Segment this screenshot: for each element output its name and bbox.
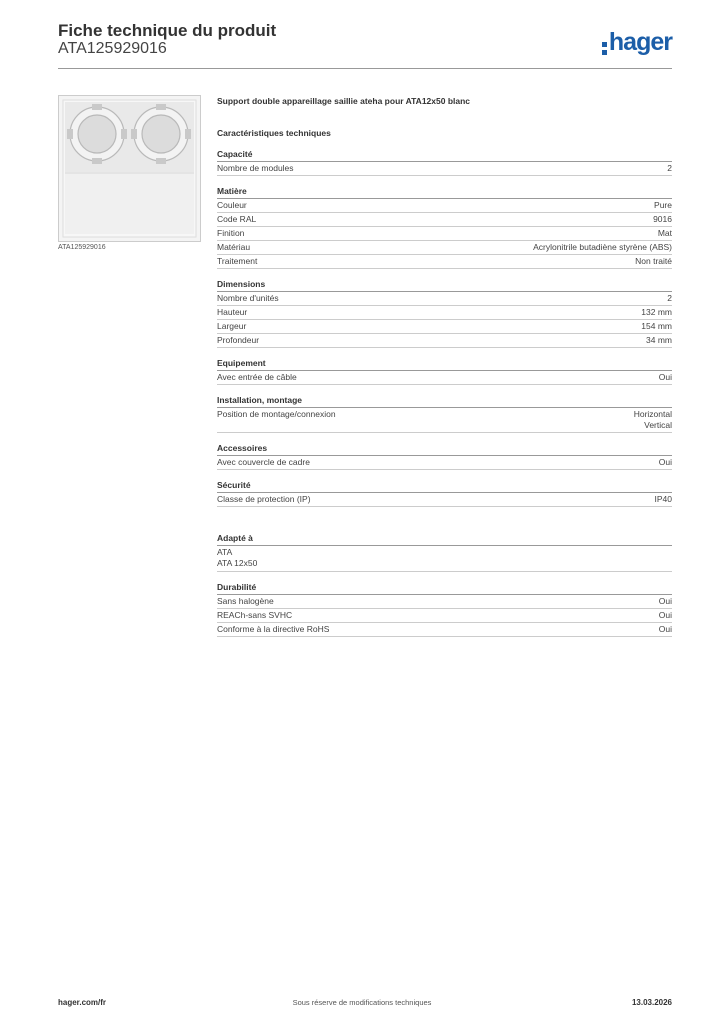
product-name: Support double appareillage saillie ateha pour ATA12x50 blanc (217, 96, 471, 106)
spec-row: Hauteur 132 mm (217, 306, 672, 320)
group-title: Accessoires (217, 443, 672, 456)
spec-row: Classe de protection (IP) IP40 (217, 493, 672, 507)
group-installation (217, 395, 672, 433)
spec-row: REACh-sans SVHC Oui (217, 609, 672, 623)
spec-row: Nombre de modules 2 (217, 162, 672, 176)
compatible-list (217, 546, 672, 572)
page-title: Fiche technique du produit (58, 21, 277, 40)
spec-row: Avec couvercle de cadre Oui (217, 456, 672, 470)
group-title: Matière (217, 186, 672, 199)
image-caption: ATA125929016 (58, 244, 106, 251)
group-matiere (217, 186, 672, 269)
spec-row: Profondeur 34 mm (217, 334, 672, 348)
group-title: Capacité (217, 149, 672, 162)
group-title: Dimensions (217, 279, 672, 292)
spec-row: Conforme à la directive RoHS Oui (217, 623, 672, 637)
group-title: Equipement (217, 358, 672, 371)
spec-row: Largeur 154 mm (217, 320, 672, 334)
group-dimensions (217, 279, 672, 348)
spec-row: Nombre d'unités 2 (217, 292, 672, 306)
header-divider (58, 68, 672, 69)
spec-row: Position de montage/connexion Horizontal Vertical (217, 408, 672, 433)
group-durabilite (217, 582, 672, 637)
spec-row: Couleur Pure (217, 199, 672, 213)
list-item: ATA (217, 547, 233, 557)
footer-date: 13.03.2026 (631, 998, 672, 1007)
group-title: Durabilité (217, 582, 672, 595)
spec-row: Sans halogène Oui (217, 595, 672, 609)
section-subtitle: Caractéristiques techniques (217, 128, 331, 138)
spec-row: Matériau Acrylonitrile butadiène styrène (ABS) (217, 241, 672, 255)
product-reference: ATA125929016 (58, 40, 167, 57)
group-adapte (217, 533, 672, 572)
footer-website-link[interactable]: hager.com/fr (58, 998, 107, 1007)
group-title: Adapté à (217, 533, 672, 546)
hager-logo: hager (602, 28, 672, 57)
group-title: Installation, montage (217, 395, 672, 408)
group-equipement (217, 358, 672, 385)
footer-disclaimer: Sous réserve de modifications techniques (292, 998, 432, 1007)
spec-row: Avec entrée de câble Oui (217, 371, 672, 385)
specifications (217, 96, 672, 637)
spec-row: Traitement Non traité (217, 255, 672, 269)
product-image (58, 95, 201, 242)
spec-row: Code RAL 9016 (217, 213, 672, 227)
group-securite (217, 480, 672, 507)
group-accessoires (217, 443, 672, 470)
list-item: ATA 12x50 (217, 558, 258, 568)
spec-row: Finition Mat (217, 227, 672, 241)
group-capacite (217, 149, 672, 176)
group-title: Sécurité (217, 480, 672, 493)
